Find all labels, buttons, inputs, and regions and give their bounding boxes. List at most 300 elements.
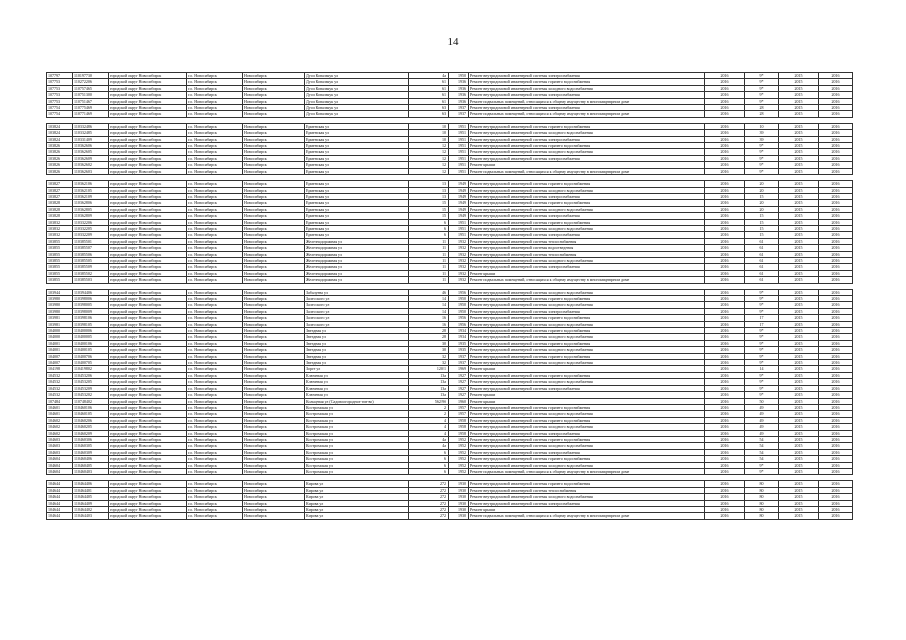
- cell-cost-code: 61: [745, 238, 779, 244]
- cell-locality: Новосибирск: [243, 143, 305, 149]
- cell-end-year: 2016: [819, 238, 853, 244]
- cell-district: городской округ Новосибирск: [109, 462, 187, 468]
- cell-start-year: 2015: [779, 277, 819, 283]
- cell-district: городской округ Новосибирск: [109, 366, 187, 372]
- cell-street: Костромская ул: [305, 456, 409, 462]
- cell-locality: Новосибирск: [243, 360, 305, 366]
- cell-house: 6: [409, 462, 449, 468]
- cell-cost-code: 9*: [745, 85, 779, 91]
- table-body: [47, 73, 853, 520]
- cell-id: 103827: [47, 193, 73, 199]
- cell-house: 2: [409, 404, 449, 410]
- cell-locality: Новосибирск: [243, 162, 305, 168]
- cell-district: городской округ Новосибирск: [109, 430, 187, 436]
- cell-plan-year: 2016: [705, 85, 745, 91]
- cell-street: Костромская ул: [305, 424, 409, 430]
- cell-street: Ключевая ул: [305, 372, 409, 378]
- cell-code: 110332206: [73, 219, 109, 225]
- cell-id: 104603: [47, 436, 73, 442]
- cell-start-year: 2015: [779, 302, 819, 308]
- cell-house: 11: [409, 251, 449, 257]
- cell-city: г.о. Новосибирск: [187, 123, 243, 129]
- cell-locality: Новосибирск: [243, 379, 305, 385]
- cell-work-type: Ремонт внутридомовой инженерной системы холодного водоснабжения: [469, 424, 705, 430]
- cell-plan-year: 2016: [705, 143, 745, 149]
- cell-street: Ерменская ул: [305, 155, 409, 161]
- cell-locality: Новосибирск: [243, 411, 305, 417]
- cell-work-type: Ремонт внутридомовой инженерной системы холодного водоснабжения: [469, 206, 705, 212]
- cell-district: городской округ Новосибирск: [109, 206, 187, 212]
- cell-house: 15: [409, 213, 449, 219]
- cell-house: 4а: [409, 436, 449, 442]
- cell-house: 28: [409, 334, 449, 340]
- cell-end-year: 2016: [819, 219, 853, 225]
- cell-end-year: 2016: [819, 481, 853, 487]
- cell-street: Костромская ул: [305, 430, 409, 436]
- cell-house: 272: [409, 513, 449, 519]
- cell-locality: Новосибирск: [243, 219, 305, 225]
- cell-district: городской округ Новосибирск: [109, 105, 187, 111]
- cell-district: городской округ Новосибирск: [109, 449, 187, 455]
- cell-city: г.о. Новосибирск: [187, 193, 243, 199]
- cell-code: 110400705: [73, 360, 109, 366]
- cell-plan-year: 2016: [705, 130, 745, 136]
- cell-end-year: 2016: [819, 366, 853, 372]
- cell-house: 46: [409, 289, 449, 295]
- cell-house: 28: [409, 328, 449, 334]
- cell-house: 272: [409, 487, 449, 493]
- cell-year-built: 1949: [449, 193, 469, 199]
- cell-plan-year: 2016: [705, 111, 745, 117]
- cell-code: 110362105: [73, 187, 109, 193]
- cell-id: 103827: [47, 181, 73, 187]
- cell-district: городской округ Новосибирск: [109, 308, 187, 314]
- cell-code: 110398105: [73, 321, 109, 327]
- cell-cost-code: 28: [745, 111, 779, 117]
- cell-code: 110385509: [73, 264, 109, 270]
- cell-start-year: 2015: [779, 225, 819, 231]
- cell-plan-year: 2016: [705, 328, 745, 334]
- cell-locality: Новосибирск: [243, 404, 305, 410]
- cell-year-built: 1930: [449, 513, 469, 519]
- cell-code: 110362806: [73, 200, 109, 206]
- cell-year-built: 1951: [449, 143, 469, 149]
- cell-city: г.о. Новосибирск: [187, 424, 243, 430]
- cell-end-year: 2016: [819, 302, 853, 308]
- cell-plan-year: 2016: [705, 340, 745, 346]
- cell-end-year: 2016: [819, 200, 853, 206]
- cell-street: Залесского ул: [305, 308, 409, 314]
- cell-street: Залесского ул: [305, 315, 409, 321]
- cell-end-year: 2016: [819, 315, 853, 321]
- cell-end-year: 2016: [819, 411, 853, 417]
- cell-locality: Новосибирск: [243, 213, 305, 219]
- cell-locality: Новосибирск: [243, 456, 305, 462]
- cell-code: 110460306: [73, 436, 109, 442]
- cell-code: 110460405: [73, 462, 109, 468]
- cell-house: 4: [409, 417, 449, 423]
- cell-start-year: 2015: [779, 270, 819, 276]
- cell-locality: Новосибирск: [243, 296, 305, 302]
- cell-code: 110272206: [73, 79, 109, 85]
- cell-house: 4: [409, 430, 449, 436]
- cell-id: 103981: [47, 315, 73, 321]
- cell-city: г.о. Новосибирск: [187, 85, 243, 91]
- cell-end-year: 2016: [819, 289, 853, 295]
- cell-cost-code: 39: [745, 130, 779, 136]
- cell-code: 110460205: [73, 424, 109, 430]
- cell-cost-code: 28: [745, 105, 779, 111]
- cell-id: 104644: [47, 481, 73, 487]
- cell-city: г.о. Новосибирск: [187, 270, 243, 276]
- cell-plan-year: 2016: [705, 123, 745, 129]
- cell-plan-year: 2016: [705, 398, 745, 404]
- cell-house: 6: [409, 468, 449, 474]
- cell-street: Залесского ул: [305, 296, 409, 302]
- cell-cost-code: 20: [745, 181, 779, 187]
- cell-street: Зорге ул: [305, 366, 409, 372]
- cell-plan-year: 2016: [705, 347, 745, 353]
- cell-code: 110362606: [73, 143, 109, 149]
- cell-work-type: Ремонт внутридомовой инженерной системы горячего водоснабжения: [469, 436, 705, 442]
- cell-locality: Новосибирск: [243, 136, 305, 142]
- cell-end-year: 2016: [819, 308, 853, 314]
- cell-locality: Новосибирск: [243, 449, 305, 455]
- cell-city: г.о. Новосибирск: [187, 251, 243, 257]
- cell-end-year: 2016: [819, 328, 853, 334]
- cell-street: Кирова ул: [305, 481, 409, 487]
- cell-year-built: 1951: [449, 232, 469, 238]
- cell-work-type: Ремонт внутридомовой инженерной системы холодного водоснабжения: [469, 225, 705, 231]
- cell-end-year: 2016: [819, 149, 853, 155]
- cell-house: 13а: [409, 385, 449, 391]
- cell-locality: Новосибирск: [243, 340, 305, 346]
- cell-end-year: 2016: [819, 277, 853, 283]
- cell-district: городской округ Новосибирск: [109, 187, 187, 193]
- cell-city: г.о. Новосибирск: [187, 136, 243, 142]
- cell-start-year: 2015: [779, 436, 819, 442]
- cell-end-year: 2016: [819, 424, 853, 430]
- cell-cost-code: 80: [745, 507, 779, 513]
- cell-start-year: 2015: [779, 149, 819, 155]
- cell-end-year: 2016: [819, 436, 853, 442]
- cell-end-year: 2016: [819, 321, 853, 327]
- cell-id: 104603: [47, 449, 73, 455]
- cell-district: городской округ Новосибирск: [109, 513, 187, 519]
- cell-id: 104532: [47, 372, 73, 378]
- cell-end-year: 2016: [819, 487, 853, 493]
- cell-cost-code: 49: [745, 424, 779, 430]
- cell-cost-code: 9*: [745, 149, 779, 155]
- cell-house: 63: [409, 105, 449, 111]
- cell-start-year: 2015: [779, 213, 819, 219]
- cell-street: Кирова ул: [305, 487, 409, 493]
- cell-street: Ерменская ул: [305, 136, 409, 142]
- cell-work-type: Ремонт внутридомовой инженерной системы горячего водоснабжения: [469, 315, 705, 321]
- cell-district: городской округ Новосибирск: [109, 149, 187, 155]
- cell-plan-year: 2016: [705, 443, 745, 449]
- cell-locality: Новосибирск: [243, 372, 305, 378]
- cell-year-built: 1936: [449, 92, 469, 98]
- cell-locality: Новосибирск: [243, 353, 305, 359]
- cell-house: 15: [409, 206, 449, 212]
- cell-id: 103980: [47, 308, 73, 314]
- cell-district: городской округ Новосибирск: [109, 98, 187, 104]
- cell-start-year: 2015: [779, 79, 819, 85]
- cell-work-type: Ремонт внутридомовой инженерной системы горячего водоснабжения: [469, 143, 705, 149]
- cell-street: Ерменская ул: [305, 168, 409, 174]
- cell-locality: Новосибирск: [243, 111, 305, 117]
- cell-start-year: 2015: [779, 245, 819, 251]
- cell-id: 104644: [47, 513, 73, 519]
- cell-street: Дуси Ковальчук ул: [305, 111, 409, 117]
- cell-street: Ключевая ул: [305, 379, 409, 385]
- cell-cost-code: 80: [745, 481, 779, 487]
- cell-locality: Новосибирск: [243, 392, 305, 398]
- cell-code: 110460206: [73, 417, 109, 423]
- cell-end-year: 2016: [819, 392, 853, 398]
- cell-city: г.о. Новосибирск: [187, 79, 243, 85]
- cell-plan-year: 2016: [705, 379, 745, 385]
- cell-street: Дуси Ковальчук ул: [305, 105, 409, 111]
- cell-start-year: 2015: [779, 181, 819, 187]
- cell-end-year: 2016: [819, 123, 853, 129]
- cell-id: 107753: [47, 92, 73, 98]
- cell-work-type: Ремонт внутридомовой инженерной системы электроснабжения: [469, 193, 705, 199]
- cell-code: 110398106: [73, 315, 109, 321]
- cell-city: г.о. Новосибирск: [187, 404, 243, 410]
- cell-plan-year: 2016: [705, 245, 745, 251]
- cell-cost-code: 80: [745, 494, 779, 500]
- cell-start-year: 2015: [779, 366, 819, 372]
- cell-locality: Новосибирск: [243, 424, 305, 430]
- cell-code: 110362602: [73, 162, 109, 168]
- cell-work-type: Ремонт подвальных помещений, относящихся к общему имуществу в многоквартирном доме: [469, 168, 705, 174]
- cell-id: 107754: [47, 111, 73, 117]
- cell-code: 110362605: [73, 149, 109, 155]
- cell-id: 104644: [47, 487, 73, 493]
- cell-id: 103980: [47, 302, 73, 308]
- cell-end-year: 2016: [819, 353, 853, 359]
- cell-id: 103826: [47, 143, 73, 149]
- cell-year-built: 1937: [449, 111, 469, 117]
- cell-id: 103828: [47, 213, 73, 219]
- cell-year-built: 1952: [449, 449, 469, 455]
- cell-locality: Новосибирск: [243, 123, 305, 129]
- cell-street: Ерменская ул: [305, 219, 409, 225]
- cell-plan-year: 2016: [705, 321, 745, 327]
- cell-cost-code: 10: [745, 123, 779, 129]
- cell-locality: Новосибирск: [243, 92, 305, 98]
- cell-city: г.о. Новосибирск: [187, 111, 243, 117]
- cell-cost-code: 9*: [745, 360, 779, 366]
- cell-year-built: 1951: [449, 130, 469, 136]
- cell-id: 103828: [47, 200, 73, 206]
- cell-house: 14: [409, 308, 449, 314]
- cell-code: 110453202: [73, 392, 109, 398]
- cell-code: 110400005: [73, 334, 109, 340]
- cell-year-built: 1937: [449, 353, 469, 359]
- cell-city: г.о. Новосибирск: [187, 468, 243, 474]
- cell-work-type: Ремонт внутридомовой инженерной системы электроснабжения: [469, 155, 705, 161]
- cell-cost-code: 39: [745, 136, 779, 142]
- cell-end-year: 2016: [819, 340, 853, 346]
- cell-year-built: 1932: [449, 264, 469, 270]
- cell-locality: Новосибирск: [243, 206, 305, 212]
- cell-cost-code: 9*: [745, 462, 779, 468]
- cell-house: 12: [409, 168, 449, 174]
- cell-id: 103827: [47, 187, 73, 193]
- cell-house: 15: [409, 200, 449, 206]
- cell-cost-code: 17: [745, 315, 779, 321]
- cell-district: городской округ Новосибирск: [109, 392, 187, 398]
- cell-code: 110362603: [73, 168, 109, 174]
- cell-district: городской округ Новосибирск: [109, 404, 187, 410]
- cell-district: городской округ Новосибирск: [109, 456, 187, 462]
- cell-cost-code: 9*: [745, 155, 779, 161]
- cell-cost-code: 9*: [745, 379, 779, 385]
- cell-cost-code: 54: [745, 436, 779, 442]
- cell-work-type: Ремонт внутридомовой инженерной системы теплоснабжения: [469, 251, 705, 257]
- cell-code: 110362109: [73, 193, 109, 199]
- cell-work-type: Ремонт внутридомовой инженерной системы горячего водоснабжения: [469, 79, 705, 85]
- cell-work-type: Ремонт внутридомовой инженерной системы горячего водоснабжения: [469, 200, 705, 206]
- cell-city: г.о. Новосибирск: [187, 206, 243, 212]
- cell-id: 104001: [47, 340, 73, 346]
- cell-district: городской округ Новосибирск: [109, 85, 187, 91]
- cell-district: городской округ Новосибирск: [109, 424, 187, 430]
- cell-district: городской округ Новосибирск: [109, 436, 187, 442]
- cell-end-year: 2016: [819, 232, 853, 238]
- cell-plan-year: 2016: [705, 430, 745, 436]
- cell-start-year: 2015: [779, 123, 819, 129]
- cell-house: 12: [409, 143, 449, 149]
- cell-code: 110453205: [73, 379, 109, 385]
- cell-code: 110332485: [73, 130, 109, 136]
- cell-end-year: 2016: [819, 155, 853, 161]
- cell-cost-code: 9*: [745, 385, 779, 391]
- cell-work-type: Ремонт внутридомовой инженерной системы холодного водоснабжения: [469, 321, 705, 327]
- cell-street: Ерменская ул: [305, 181, 409, 187]
- cell-locality: Новосибирск: [243, 257, 305, 263]
- cell-plan-year: 2016: [705, 200, 745, 206]
- cell-year-built: 1958: [449, 430, 469, 436]
- cell-cost-code: 9*: [745, 340, 779, 346]
- cell-work-type: Ремонт внутридомовой инженерной системы холодного водоснабжения: [469, 494, 705, 500]
- cell-end-year: 2016: [819, 168, 853, 174]
- cell-city: г.о. Новосибирск: [187, 289, 243, 295]
- cell-plan-year: 2016: [705, 366, 745, 372]
- cell-street: Железнодорожная ул: [305, 251, 409, 257]
- cell-work-type: Ремонт внутридомовой инженерной системы теплоснабжения: [469, 238, 705, 244]
- cell-start-year: 2015: [779, 487, 819, 493]
- table-row: [47, 513, 853, 519]
- cell-district: городской округ Новосибирск: [109, 257, 187, 263]
- cell-plan-year: 2016: [705, 315, 745, 321]
- cell-end-year: 2016: [819, 468, 853, 474]
- cell-city: г.о. Новосибирск: [187, 487, 243, 493]
- cell-cost-code: 49: [745, 417, 779, 423]
- cell-locality: Новосибирск: [243, 105, 305, 111]
- cell-house: 12: [409, 149, 449, 155]
- cell-work-type: Ремонт внутридомовой инженерной системы холодного водоснабжения: [469, 347, 705, 353]
- cell-plan-year: 2016: [705, 257, 745, 263]
- cell-district: городской округ Новосибирск: [109, 111, 187, 117]
- cell-house: 562/9б: [409, 398, 449, 404]
- cell-city: г.о. Новосибирск: [187, 149, 243, 155]
- cell-locality: Новосибирск: [243, 238, 305, 244]
- cell-house: 61: [409, 79, 449, 85]
- cell-plan-year: 2016: [705, 219, 745, 225]
- cell-house: 32: [409, 360, 449, 366]
- cell-street: Ерменская ул: [305, 149, 409, 155]
- cell-locality: Новосибирск: [243, 200, 305, 206]
- cell-district: городской округ Новосибирск: [109, 200, 187, 206]
- cell-cost-code: 61: [745, 251, 779, 257]
- cell-street: Кольцевая ул (Садовоогородное тов-во): [305, 398, 409, 404]
- cell-work-type: Ремонт подвальных помещений, относящихся к общему имуществу в многоквартирном доме: [469, 468, 705, 474]
- cell-cost-code: 49: [745, 404, 779, 410]
- cell-code: 110464403: [73, 513, 109, 519]
- cell-district: городской округ Новосибирск: [109, 443, 187, 449]
- cell-house: 6: [409, 449, 449, 455]
- cell-cost-code: 15: [745, 219, 779, 225]
- cell-city: г.о. Новосибирск: [187, 449, 243, 455]
- cell-city: г.о. Новосибирск: [187, 398, 243, 404]
- cell-work-type: Ремонт внутридомовой инженерной системы электроснабжения: [469, 73, 705, 79]
- cell-work-type: Ремонт внутридомовой инженерной системы холодного водоснабжения: [469, 334, 705, 340]
- cell-id: 103855: [47, 277, 73, 283]
- cell-code: 110460403: [73, 468, 109, 474]
- cell-year-built: 1951: [449, 225, 469, 231]
- cell-start-year: 2015: [779, 360, 819, 366]
- cell-house: 272: [409, 494, 449, 500]
- cell-city: г.о. Новосибирск: [187, 328, 243, 334]
- cell-district: городской округ Новосибирск: [109, 130, 187, 136]
- cell-year-built: 1927: [449, 385, 469, 391]
- cell-code: 110385506: [73, 251, 109, 257]
- cell-year-built: 1951: [449, 149, 469, 155]
- cell-house: 4а: [409, 443, 449, 449]
- cell-code: 110332486: [73, 123, 109, 129]
- cell-street: Костромская ул: [305, 462, 409, 468]
- cell-city: г.о. Новосибирск: [187, 73, 243, 79]
- cell-locality: Новосибирск: [243, 487, 305, 493]
- cell-city: г.о. Новосибирск: [187, 162, 243, 168]
- cell-cost-code: 15: [745, 232, 779, 238]
- cell-street: Костромская ул: [305, 468, 409, 474]
- cell-house: 13а: [409, 372, 449, 378]
- cell-start-year: 2015: [779, 481, 819, 487]
- cell-cost-code: 17: [745, 321, 779, 327]
- cell-street: Звездная ул: [305, 360, 409, 366]
- cell-end-year: 2016: [819, 73, 853, 79]
- cell-plan-year: 2016: [705, 251, 745, 257]
- cell-code: 110362805: [73, 206, 109, 212]
- cell-house: 6: [409, 219, 449, 225]
- cell-code: 110748402: [73, 398, 109, 404]
- cell-code: 110464406: [73, 481, 109, 487]
- cell-year-built: 1927: [449, 379, 469, 385]
- cell-plan-year: 2016: [705, 372, 745, 378]
- cell-city: г.о. Новосибирск: [187, 456, 243, 462]
- cell-locality: Новосибирск: [243, 277, 305, 283]
- cell-end-year: 2016: [819, 296, 853, 302]
- cell-city: г.о. Новосибирск: [187, 347, 243, 353]
- cell-year-built: 1952: [449, 462, 469, 468]
- cell-work-type: Ремонт внутридомовой инженерной системы холодного водоснабжения: [469, 187, 705, 193]
- cell-end-year: 2016: [819, 111, 853, 117]
